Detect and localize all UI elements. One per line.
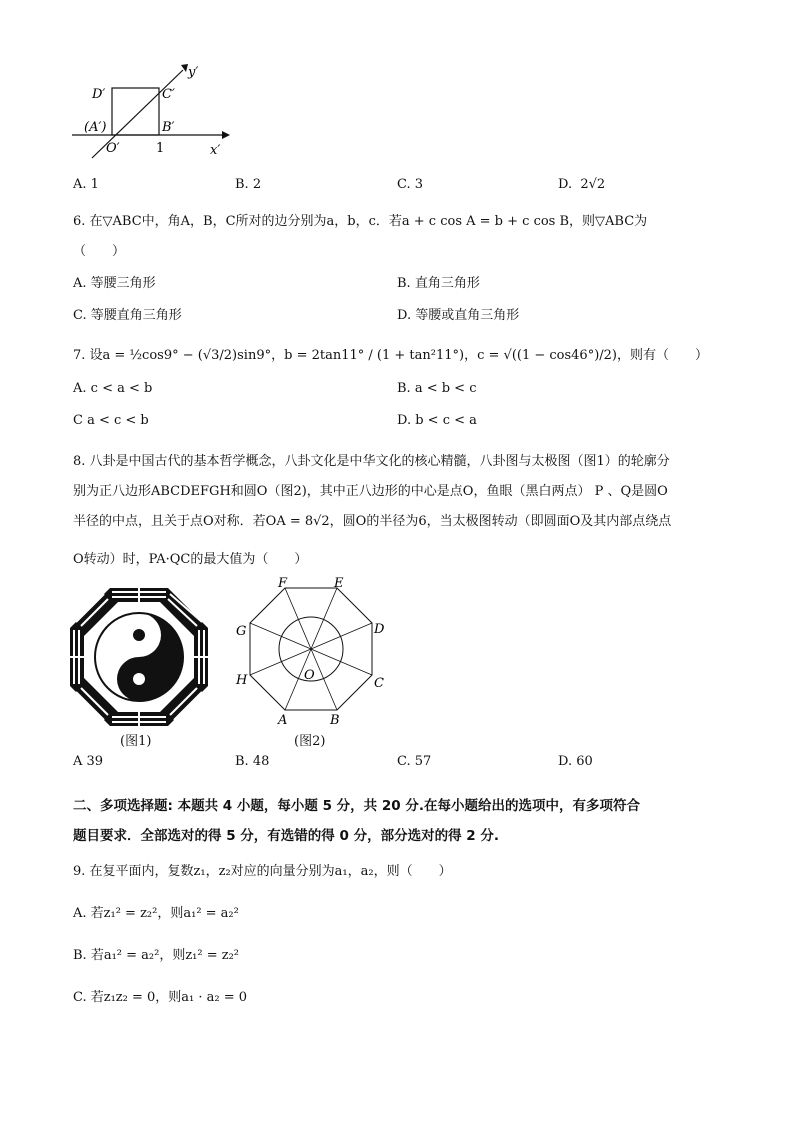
- q7-a-expr: a = ½cos9° − (√3/2)sin9°: [102, 348, 272, 363]
- octagon-label-g: G: [236, 624, 247, 639]
- q9-stem: 9. 在复平面内，复数z₁，z₂对应的向量分别为a₁，a₂，则（ ）: [73, 864, 452, 879]
- q5-option-d: D. 2√2: [558, 177, 606, 192]
- q5-option-a: A. 1: [73, 177, 99, 192]
- q5-option-c: C. 3: [397, 177, 424, 192]
- label-a: (A′): [84, 120, 107, 135]
- x-axis-label: x′: [210, 143, 221, 158]
- q8-option-b: B. 48: [235, 754, 270, 769]
- label-b: B′: [162, 120, 175, 135]
- q7-c-expr: c = √((1 − cos46°)/2): [477, 348, 618, 363]
- q6-stem-line2: （ ）: [73, 244, 126, 259]
- q9-option-c: C. 若z₁z₂ = 0，则a₁ · a₂ = 0: [73, 990, 248, 1005]
- q6-option-c: C. 等腰直角三角形: [73, 308, 182, 323]
- q9-option-b: B. 若a₁² = a₂²，则z₁² = z₂²: [73, 948, 240, 963]
- q7-b-expr: b = 2tan11° / (1 + tan²11°): [284, 348, 465, 363]
- section2-heading-line1: 二、多项选择题: 本题共 4 小题，每小题 5 分，共 20 分.在每小题给出的选项中，有多项符合: [73, 798, 640, 814]
- q8-stem-line2: 别为正八边形ABCDEFGH和圆O（图2)，其中正八边形的中心是点O，鱼眼（黑白两点） P 、Q是圆O: [73, 484, 668, 499]
- octagon-label-e: E: [334, 576, 344, 591]
- q5-option-b: B. 2: [235, 177, 262, 192]
- octagon-label-d: D: [374, 622, 385, 637]
- q6-stem-line1: 6. 在▽ABC中，角A，B，C所对的边分别为a，b，c．若a + c cos A = b + c cos B，则▽ABC为: [73, 214, 648, 229]
- q8-stem-line1: 8. 八卦是中国古代的基本哲学概念，八卦文化是中华文化的核心精髓，八卦图与太极图（图1）的轮廓分: [73, 454, 670, 469]
- octagon-figure: [230, 576, 390, 732]
- fig2-caption: (图2): [294, 734, 326, 749]
- label-d: D′: [92, 87, 106, 102]
- fig1-caption: (图1): [120, 734, 152, 749]
- q8-option-a: A 39: [73, 754, 104, 769]
- q5-options: [0, 175, 793, 195]
- q6-option-d: D. 等腰或直角三角形: [397, 308, 520, 323]
- q8-stem-line4: O转动）时，PA·QC的最大值为（ ）: [73, 552, 308, 567]
- coordinate-figure: [70, 58, 240, 168]
- q7-option-c: C a < c < b: [73, 413, 149, 428]
- q9-option-a: A. 若z₁² = z₂²，则a₁² = a₂²: [73, 906, 239, 921]
- octagon-label-o: O: [304, 668, 315, 683]
- q7-option-b: B. a < b < c: [397, 381, 477, 396]
- q6-option-b: B. 直角三角形: [397, 276, 480, 291]
- section2-heading-line2: 题目要求．全部选对的得 5 分，有选错的得 0 分，部分选对的得 2 分.: [73, 828, 500, 844]
- q6-option-a: A. 等腰三角形: [73, 276, 156, 291]
- label-o: O′: [106, 141, 120, 156]
- octagon-label-f: F: [278, 576, 288, 591]
- q7-option-d: D. b < c < a: [397, 413, 477, 428]
- q7-stem: 7. 设a = ½cos9° − (√3/2)sin9°，b = 2tan11° / (1 + tan²11°)，c = √((1 − cos46°)/2)，则有（ ）: [73, 348, 709, 363]
- q8-option-c: C. 57: [397, 754, 432, 769]
- octagon-label-b: B: [330, 713, 340, 728]
- bagua-taiji-figure: [68, 586, 210, 728]
- q8-stem-line3: 半径的中点，且关于点O对称．若OA = 8√2，圆O的半径为6，当太极图转动（即圆面O及其内部点绕点: [73, 514, 672, 529]
- octagon-label-h: H: [236, 673, 248, 688]
- q7-option-a: A. c < a < b: [73, 381, 153, 396]
- y-axis-label: y′: [188, 65, 199, 80]
- octagon-label-a: A: [278, 713, 288, 728]
- label-c: C′: [162, 87, 175, 102]
- octagon-label-c: C: [374, 676, 384, 691]
- q5-option-d-value: 2√2: [580, 177, 606, 192]
- q8-option-d: D. 60: [558, 754, 593, 769]
- label-one: 1: [156, 141, 165, 156]
